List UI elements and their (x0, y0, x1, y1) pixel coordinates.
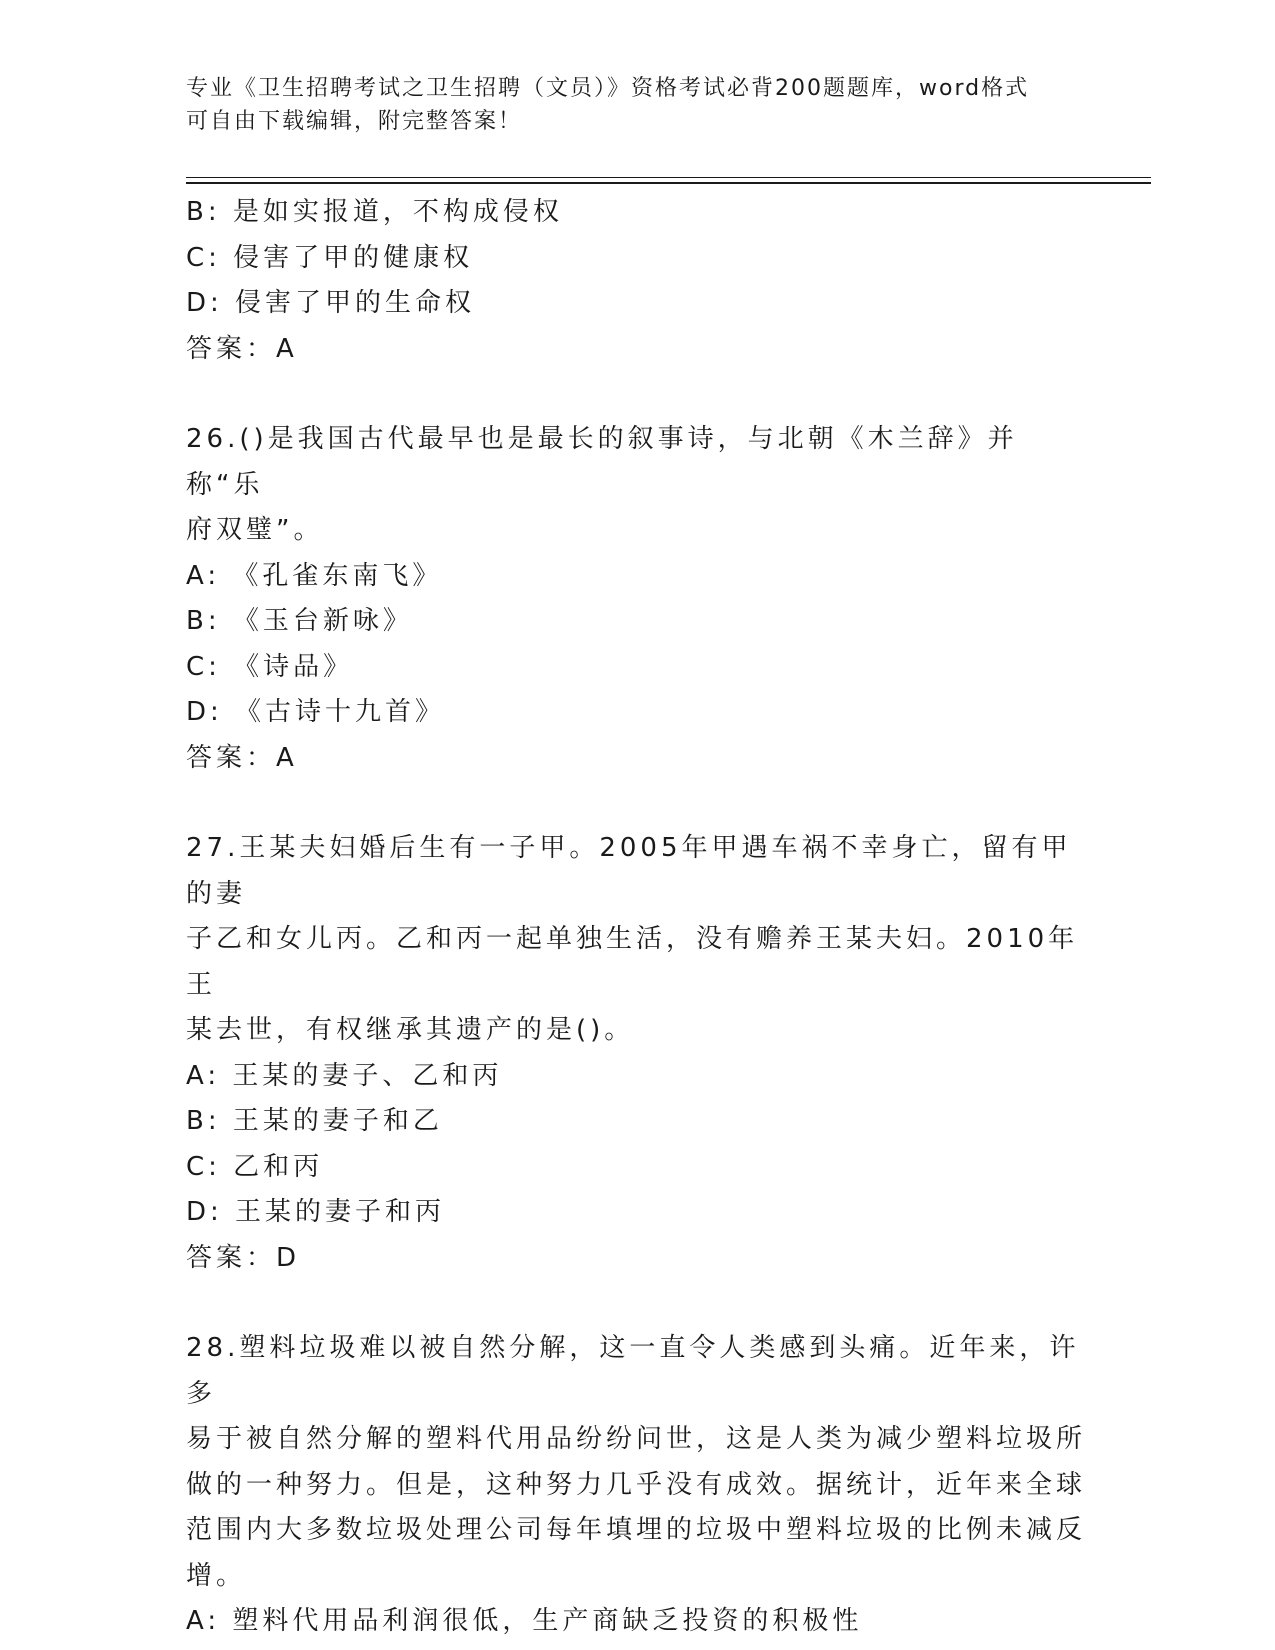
question-28 (186, 1326, 1086, 1645)
option-a: A: 王某的妻子、乙和丙 (186, 1060, 503, 1091)
header-divider-thin (186, 177, 1151, 178)
header-line-1: 专业《卫生招聘考试之卫生招聘（文员）》资格考试必背200题题库，word格式 (186, 76, 1030, 101)
option-c: C: 侵害了甲的健康权 (186, 242, 474, 273)
question-stem-line: 府双璧”。 (186, 515, 324, 545)
answer: 答案：A (186, 333, 298, 364)
document-header (186, 72, 1066, 138)
prev-question-block (186, 190, 1086, 372)
option-b: B: 是如实报道，不构成侵权 (186, 197, 563, 227)
question-stem-line: 27.王某夫妇婚后生有一子甲。2005年甲遇车祸不幸身亡，留有甲的妻 (186, 833, 1072, 909)
option-c: C: 《诗品》 (186, 651, 354, 682)
question-stem-line: 范围内大多数垃圾处理公司每年填埋的垃圾中塑料垃圾的比例未减反 (186, 1515, 1087, 1545)
option-b: B: 《玉台新咏》 (186, 606, 413, 636)
spacer (186, 781, 1086, 826)
option-d: D: 王某的妻子和丙 (186, 1197, 446, 1227)
question-26 (186, 417, 1086, 781)
option-a: A: 《孔雀东南飞》 (186, 560, 443, 591)
answer: 答案：D (186, 1242, 301, 1273)
question-stem-line: 子乙和女儿丙。乙和丙一起单独生活，没有赡养王某夫妇。2010年王 (186, 924, 1079, 1000)
question-stem-line: 易于被自然分解的塑料代用品纷纷问世，这是人类为减少塑料垃圾所 (186, 1424, 1087, 1454)
answer: 答案：A (186, 742, 298, 773)
question-content (186, 190, 1086, 1645)
header-divider-thick (186, 182, 1151, 184)
question-stem-line: 增。 (186, 1560, 247, 1591)
question-stem-line: 26.()是我国古代最早也是最长的叙事诗，与北朝《木兰辞》并称“乐 (186, 424, 1018, 500)
spacer (186, 372, 1086, 417)
option-d: D: 《古诗十九首》 (186, 697, 446, 727)
spacer (186, 1281, 1086, 1326)
option-d: D: 侵害了甲的生命权 (186, 288, 476, 318)
question-stem-line: 某去世，有权继承其遗产的是()。 (186, 1015, 635, 1045)
header-line-2: 可自由下载编辑，附完整答案！ (186, 109, 523, 134)
option-c: C: 乙和丙 (186, 1151, 324, 1182)
question-27 (186, 826, 1086, 1281)
option-b: B: 王某的妻子和乙 (186, 1106, 443, 1136)
option-a: A: 塑料代用品利润很低，生产商缺乏投资的积极性 (186, 1606, 863, 1636)
question-stem-line: 做的一种努力。但是，这种努力几乎没有成效。据统计，近年来全球 (186, 1469, 1087, 1500)
question-stem-line: 28.塑料垃圾难以被自然分解，这一直令人类感到头痛。近年来，许多 (186, 1333, 1080, 1409)
